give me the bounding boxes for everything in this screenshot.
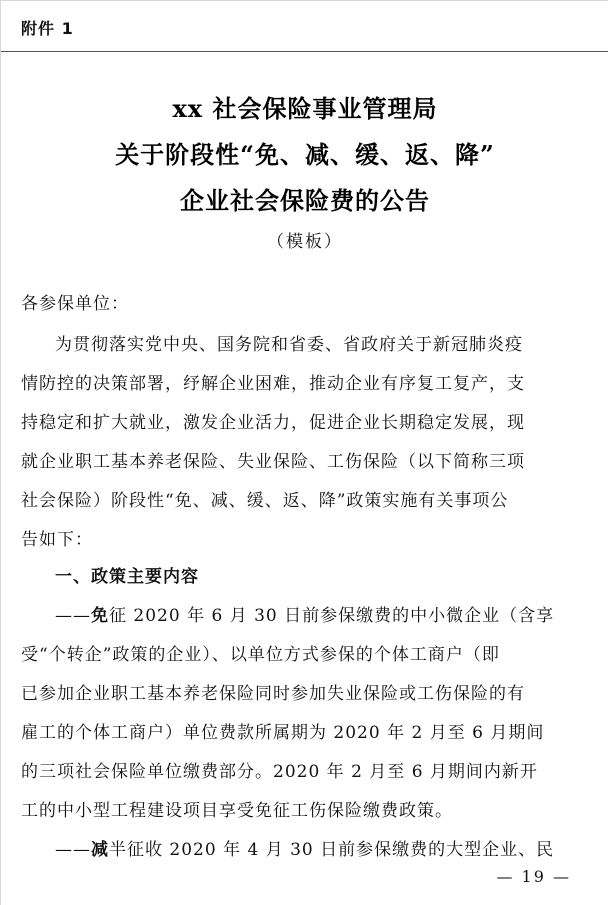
title-line-3: 企业社会保险费的公告 bbox=[180, 186, 430, 215]
salutation: 各参保单位： bbox=[21, 294, 129, 314]
intro-line: 情防控的决策部署，纾解企业困难，推动企业有序复工复产，支 bbox=[21, 374, 525, 394]
exempt-first-line-text: 征 2020 年 6 月 30 日前参保缴费的中小微企业（含享 bbox=[109, 606, 555, 626]
intro-line: 为贯彻落实党中央、国务院和省委、省政府关于新冠肺炎疫 bbox=[55, 335, 523, 355]
exempt-line: 雇工的个体工商户）单位费款所属期为 2020 年 2 月至 6 月期间 bbox=[21, 723, 545, 743]
em-dash: —— bbox=[55, 606, 91, 626]
intro-line: 就企业职工基本养老保险、失业保险、工伤保险（以下简称三项 bbox=[21, 452, 525, 472]
exempt-first-line bbox=[55, 601, 554, 626]
intro-line: 社会保险）阶段性“免、减、缓、返、降”政策实施有关事项公 bbox=[21, 491, 509, 511]
title-line-2: 关于阶段性“免、减、缓、返、降” bbox=[115, 140, 495, 169]
reduce-first-line-text: 半征收 2020 年 4 月 30 日前参保缴费的大型企业、民 bbox=[109, 840, 555, 860]
header-divider bbox=[1, 51, 608, 52]
exempt-line: 工的中小型工程建设项目享受免征工伤保险缴费政策。 bbox=[21, 801, 453, 821]
reduce-first-line bbox=[55, 835, 554, 860]
exempt-line: 受“个转企”政策的企业）、以单位方式参保的个体工商户（即 bbox=[21, 645, 500, 665]
em-dash: —— bbox=[55, 840, 91, 860]
intro-line: 告如下： bbox=[21, 530, 93, 550]
title-line-1: xx 社会保险事业管理局 bbox=[172, 94, 438, 123]
template-subtitle: （模板） bbox=[267, 232, 343, 252]
keyword-exempt: 免 bbox=[91, 606, 109, 626]
page-number: — 19 — bbox=[496, 867, 571, 886]
keyword-reduce: 减 bbox=[91, 840, 109, 860]
section-heading: 一、政策主要内容 bbox=[55, 567, 199, 587]
exempt-line: 已参加企业职工基本养老保险同时参加失业保险或工伤保险的有 bbox=[21, 684, 525, 704]
annex-label: 附件 1 bbox=[21, 19, 74, 38]
exempt-line: 的三项社会保险单位缴费部分。2020 年 2 月至 6 月期间内新开 bbox=[21, 762, 538, 782]
intro-line: 持稳定和扩大就业，激发企业活力，促进企业长期稳定发展，现 bbox=[21, 413, 525, 433]
